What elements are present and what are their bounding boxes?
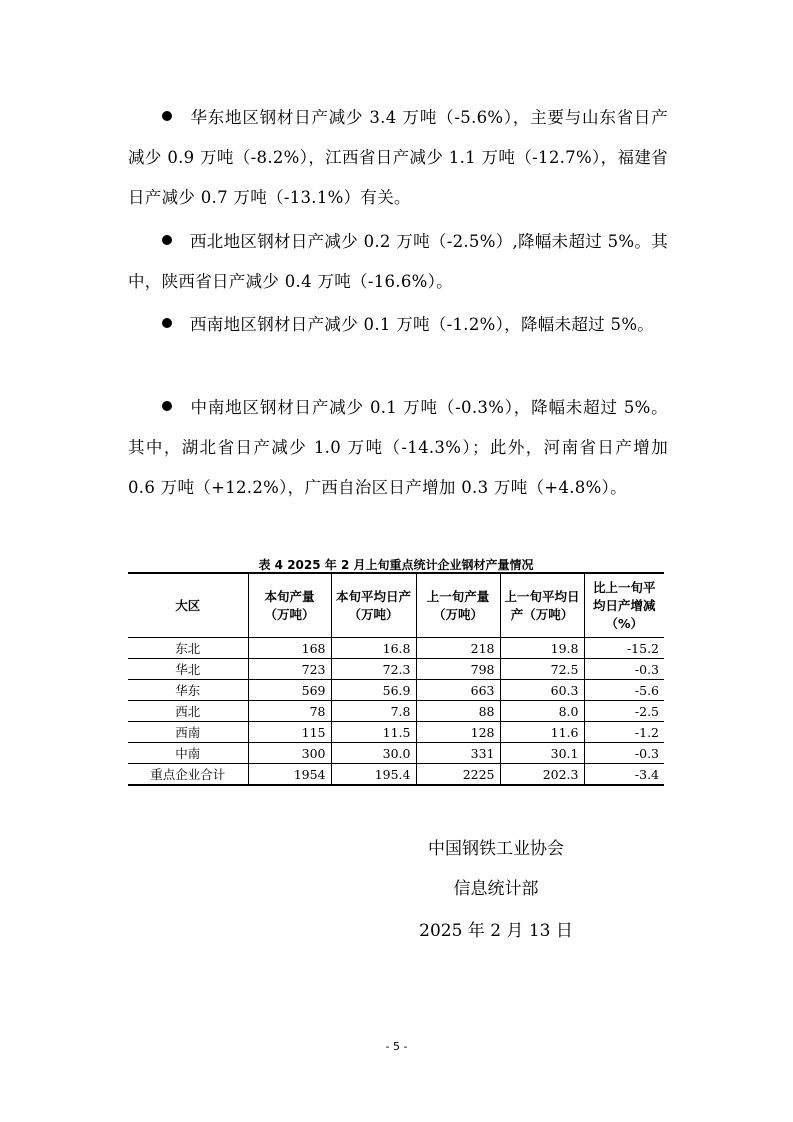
header-current-daily: 本旬平均日产（万吨）: [331, 573, 416, 638]
paragraph-northwest: [128, 222, 668, 302]
cell-value: 331: [416, 743, 500, 764]
table-caption: 表 4 2025 年 2 月上旬重点统计企业钢材产量情况: [258, 558, 534, 572]
cell-value: 115: [248, 722, 331, 743]
cell-value: 1954: [248, 764, 331, 786]
cell-value: 16.8: [331, 638, 416, 659]
cell-value: 8.0: [500, 701, 584, 722]
cell-value: 195.4: [331, 764, 416, 786]
cell-value: 88: [416, 701, 500, 722]
cell-value: 11.5: [331, 722, 416, 743]
table-row: [128, 659, 664, 680]
signature-organization: 中国钢铁工业协会: [428, 839, 564, 859]
bullet-icon: [162, 111, 172, 121]
paragraph-text: 华东地区钢材日产减少 3.4 万吨（-5.6%），主要与山东省日产减少 0.9 万吨（-8.2%），江西省日产减少 1.1 万吨（-12.7%），福建省日产减少 0.7 万吨（-13.1%）有关。: [128, 108, 668, 207]
cell-value: 19.8: [500, 638, 584, 659]
cell-value: 78: [248, 701, 331, 722]
cell-value: 30.0: [331, 743, 416, 764]
page-number: - 5 -: [385, 1040, 408, 1053]
cell-value: 11.6: [500, 722, 584, 743]
paragraph-east-china: [128, 98, 668, 218]
table-total-row: [128, 764, 664, 786]
paragraph-central-south: [128, 388, 668, 508]
cell-value: 663: [416, 680, 500, 701]
cell-value: -2.5: [584, 701, 664, 722]
cell-value: 60.3: [500, 680, 584, 701]
cell-value: 218: [416, 638, 500, 659]
cell-value: 300: [248, 743, 331, 764]
bullet-icon: [162, 318, 172, 328]
bullet-icon: [162, 235, 172, 245]
cell-value: 168: [248, 638, 331, 659]
paragraph-text: 西南地区钢材日产减少 0.1 万吨（-1.2%），降幅未超过 5%。: [190, 315, 655, 334]
table-row: [128, 701, 664, 722]
cell-value: 72.5: [500, 659, 584, 680]
signature-department: 信息统计部: [453, 879, 539, 899]
cell-value: 128: [416, 722, 500, 743]
cell-value: -5.6: [584, 680, 664, 701]
paragraph-text: 中南地区钢材日产减少 0.1 万吨（-0.3%），降幅未超过 5%。其中，湖北省日产减少 1.0 万吨（-14.3%）；此外，河南省日产增加 0.6 万吨（+12.2%），广西自治区日产增加 0.3 万吨（+4.8%）。: [128, 398, 668, 497]
cell-region: 华北: [128, 659, 248, 680]
steel-output-table: [128, 572, 664, 786]
cell-value: 2225: [416, 764, 500, 786]
cell-value: -0.3: [584, 659, 664, 680]
cell-value: -15.2: [584, 638, 664, 659]
cell-value: 7.8: [331, 701, 416, 722]
cell-value: 723: [248, 659, 331, 680]
cell-value: -1.2: [584, 722, 664, 743]
paragraph-text: 西北地区钢材日产减少 0.2 万吨（-2.5%）,降幅未超过 5%。其中，陕西省日产减少 0.4 万吨（-16.6%）。: [128, 232, 668, 291]
table-row: [128, 722, 664, 743]
header-change-pct: 比上一旬平均日产增减（%）: [584, 573, 664, 638]
header-previous-output: 上一旬产量（万吨）: [416, 573, 500, 638]
cell-value: 56.9: [331, 680, 416, 701]
cell-region: 中南: [128, 743, 248, 764]
cell-value: -3.4: [584, 764, 664, 786]
table-row: [128, 638, 664, 659]
cell-value: 798: [416, 659, 500, 680]
header-current-output: 本旬产量（万吨）: [248, 573, 331, 638]
cell-value: 569: [248, 680, 331, 701]
header-previous-daily: 上一旬平均日产（万吨）: [500, 573, 584, 638]
cell-value: 202.3: [500, 764, 584, 786]
cell-region: 华东: [128, 680, 248, 701]
header-region: 大区: [128, 573, 248, 638]
cell-value: 72.3: [331, 659, 416, 680]
cell-region: 重点企业合计: [128, 764, 248, 786]
cell-region: 西南: [128, 722, 248, 743]
table-header-row: [128, 573, 664, 638]
cell-value: -0.3: [584, 743, 664, 764]
cell-region: 东北: [128, 638, 248, 659]
cell-value: 30.1: [500, 743, 584, 764]
bullet-icon: [162, 401, 172, 411]
table-row: [128, 743, 664, 764]
cell-region: 西北: [128, 701, 248, 722]
signature-date: 2025 年 2 月 13 日: [419, 921, 573, 941]
table-row: [128, 680, 664, 701]
paragraph-southwest: [128, 305, 668, 345]
